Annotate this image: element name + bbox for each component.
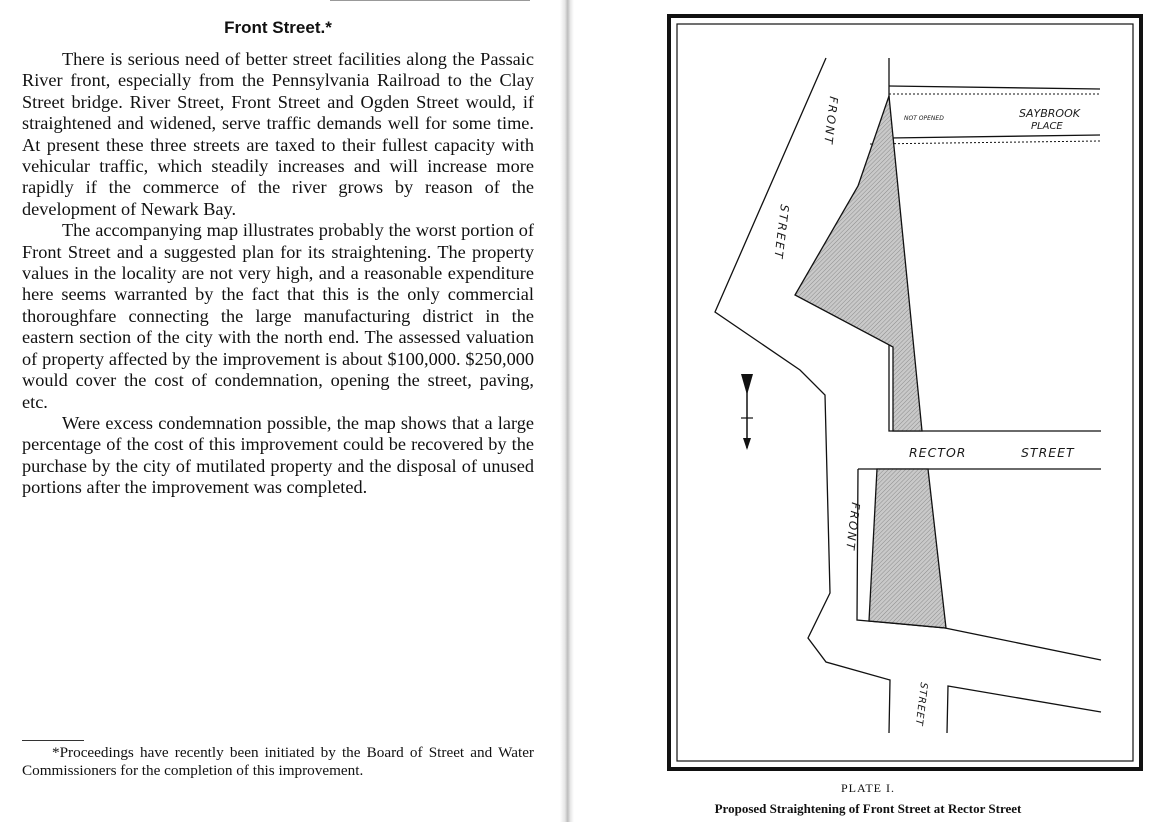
plate-title: Proposed Straightening of Front Street at Rector Street — [714, 801, 1022, 816]
upper-hatched-parcel — [795, 96, 922, 431]
map-label-street-upper: STREET — [771, 203, 792, 261]
map-label-rector-street: STREET — [1021, 445, 1075, 460]
map-label-rector: RECTOR — [909, 445, 967, 460]
north-arrow-icon — [741, 374, 753, 450]
map-label-saybrook: SAYBROOK — [1019, 107, 1080, 120]
map-label-front-lower: FRONT — [843, 501, 863, 553]
map-label-front-upper: FRONT — [821, 95, 841, 147]
plate-label: PLATE I. — [841, 781, 895, 795]
map-label-not-opened: NOT OPENED — [904, 115, 944, 122]
paragraph-2: The accompanying map illustrates probably the worst portion of Front Street and a suggested plan for its straightening. The property values in the locality are not very high, and a reasonable expenditure here seems warranted by the fact that this is the only commercial thoroughfare connecting the large manufacturing district in the eastern section of the city with the north end. The assessed valuation of property affected by the improvement is about $100,000. $250,000 would cover the cost of condemnation, opening the street, paving, etc. — [22, 220, 534, 412]
lower-hatched-parcel — [869, 469, 946, 628]
map-label-place: PLACE — [1031, 121, 1063, 132]
section-heading: Front Street.* — [224, 18, 332, 37]
paragraph-1: There is serious need of better street facilities along the Passaic River front, especially from the Pennsylvania Railroad to the Clay Street bridge. River Street, Front Street and Ogden Street would, if straightened and widened, serve traffic demands well for some time. At present these three streets are taxed to their fullest capacity with vehicular traffic, which steadily increases and will increase more rapidly if the commerce of the river grows by reason of the development of Newark Bay. — [22, 49, 534, 219]
footnote-text: *Proceedings have recently been initiated by the Board of Street and Water Commissioners for the completion of this improvement. — [22, 744, 534, 780]
map-label-street-lower: STREET — [912, 681, 929, 727]
paragraph-3: Were excess condemnation possible, the map shows that a large percentage of the cost of this improvement could be recovered by the purchase by the city of mutilated property and the disposal of unused portions after the improvement was completed. — [22, 412, 534, 498]
